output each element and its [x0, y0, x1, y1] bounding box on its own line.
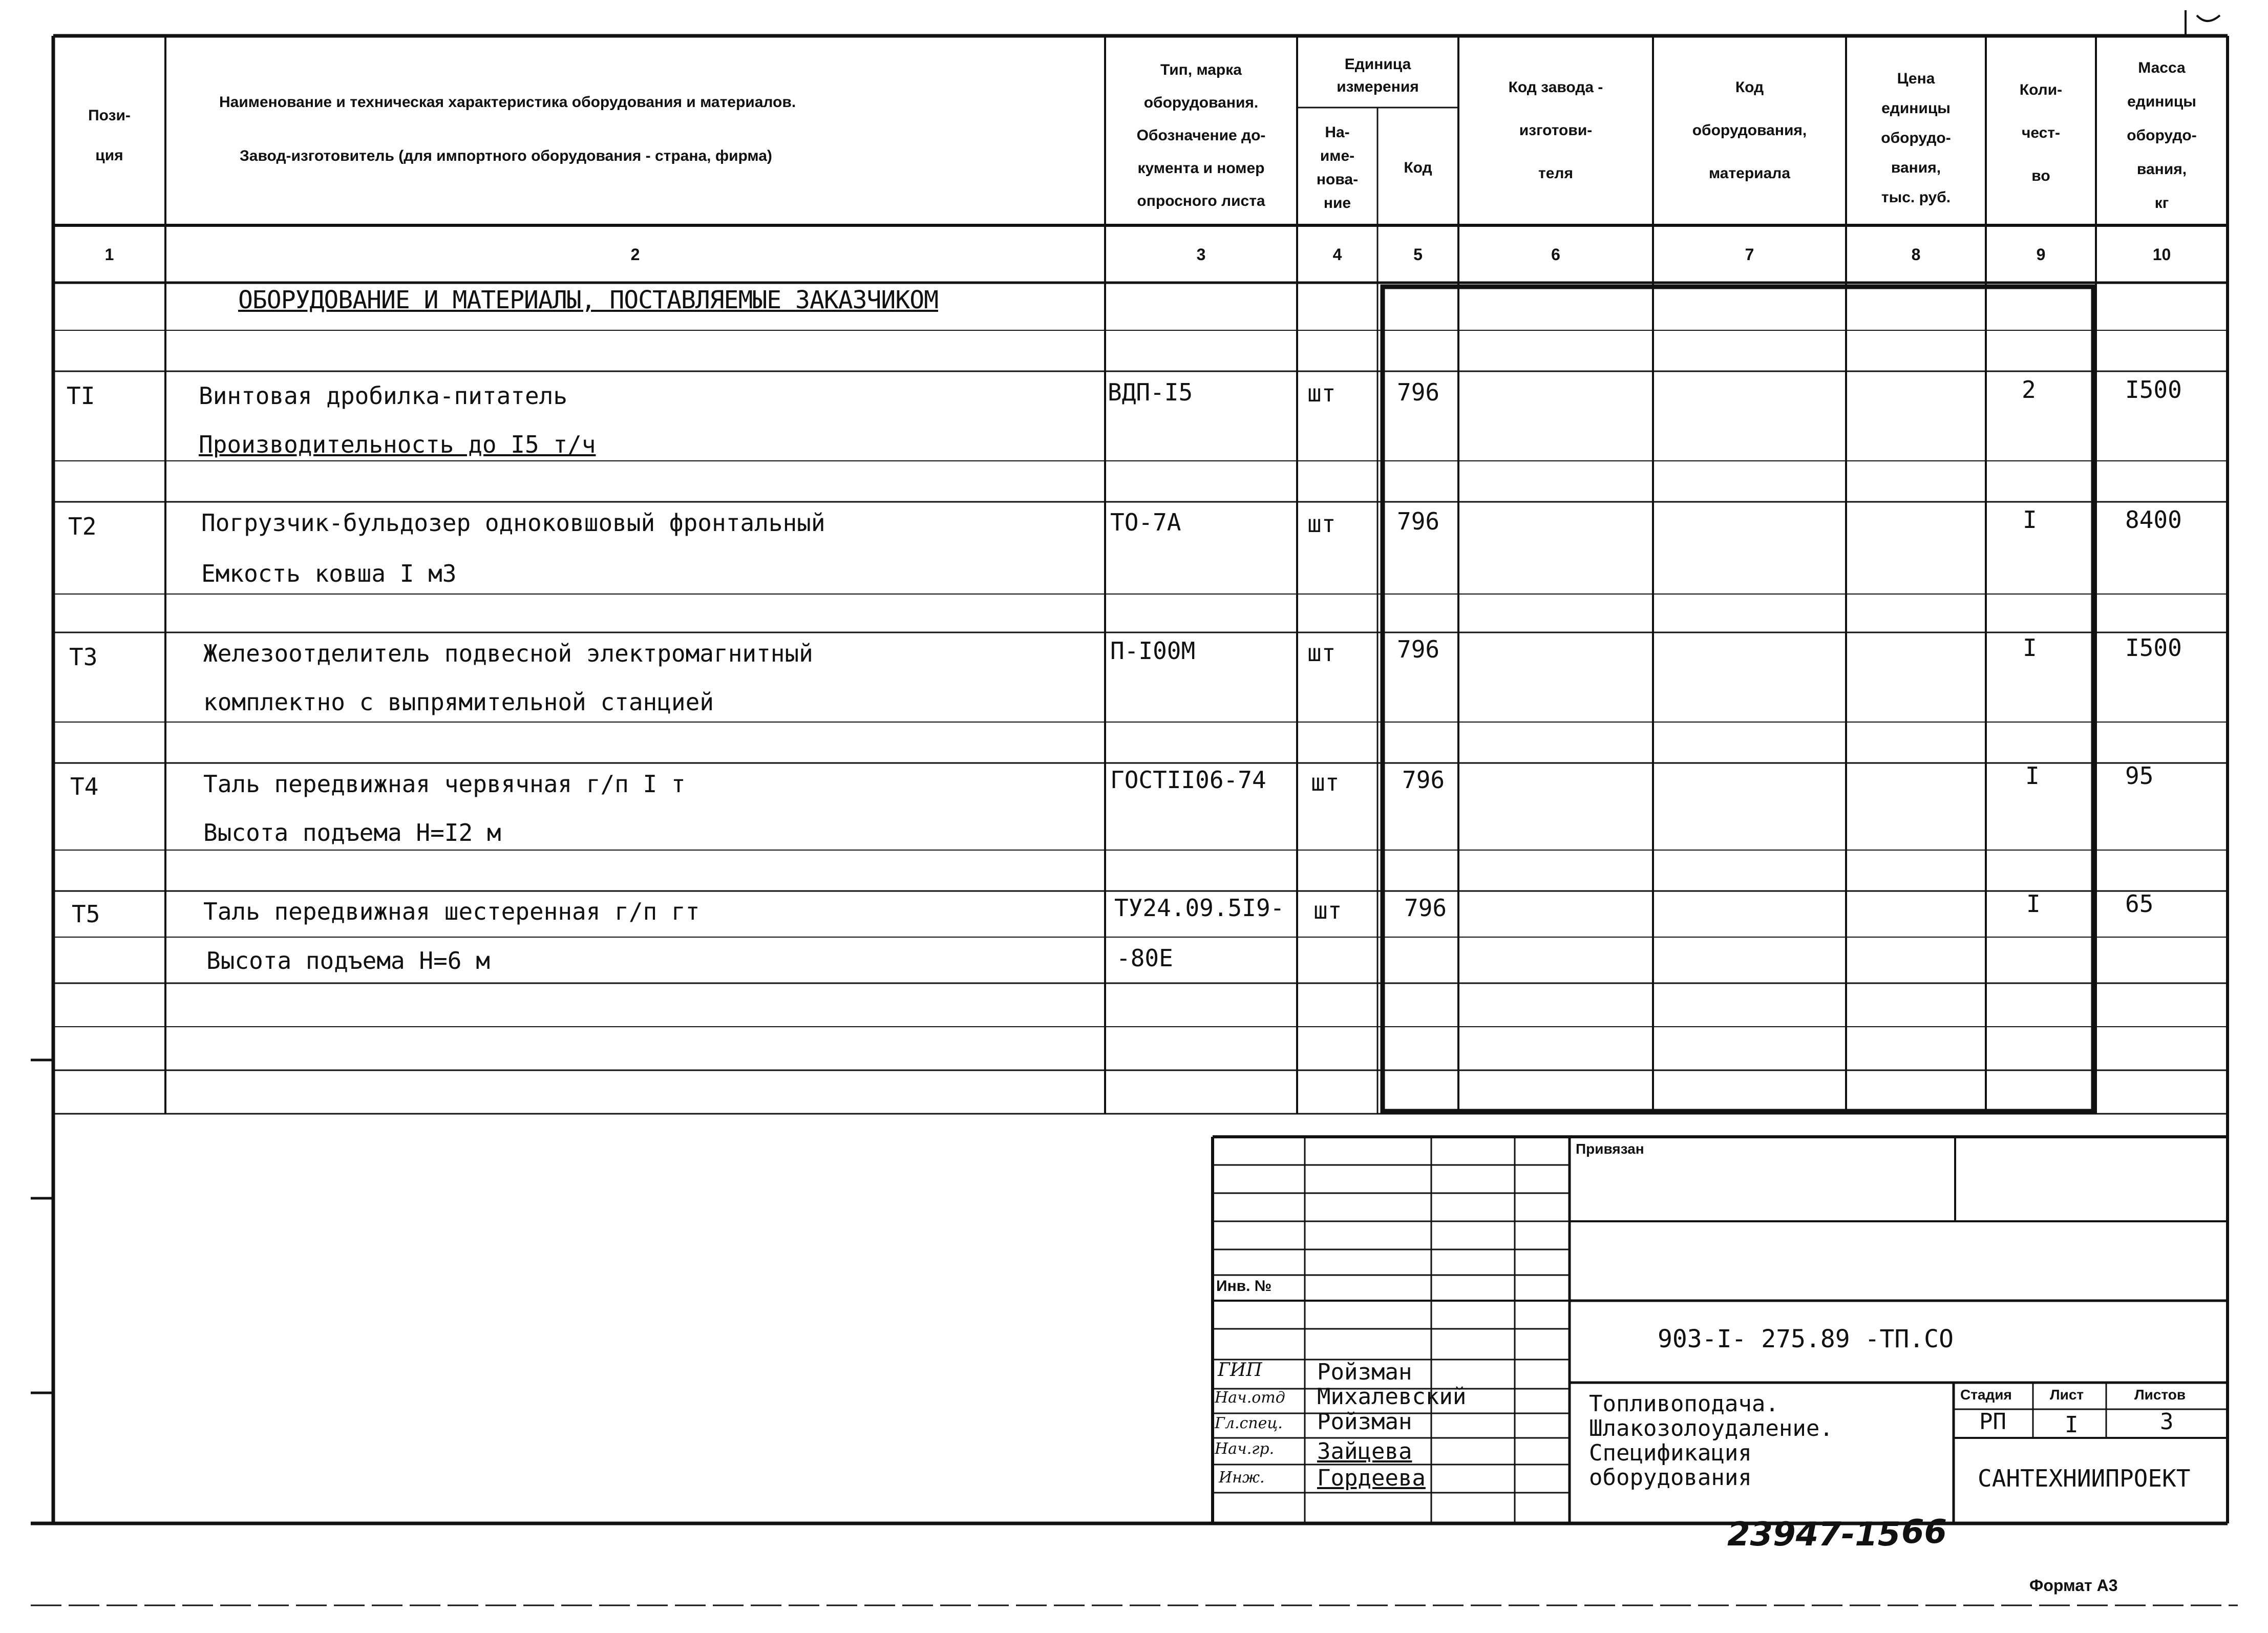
format-label: Формат А3: [2029, 1576, 2118, 1595]
row-position: T2: [68, 513, 97, 540]
row-position: T4: [70, 773, 99, 800]
signer-name: Гордеева: [1317, 1465, 1426, 1491]
row-name: Железоотделитель подвесной электромагнитный: [203, 640, 813, 667]
row-name: Высота подъема Н=I2 м: [203, 819, 501, 846]
col-number-6: 6: [1551, 245, 1560, 264]
col-number-5: 5: [1413, 245, 1423, 264]
sheets-value: 3: [2160, 1409, 2174, 1435]
signer-role: Инж.: [1219, 1469, 1265, 1487]
document-title-line: Спецификация: [1589, 1440, 1752, 1466]
row-code: 796: [1402, 766, 1445, 794]
row-type: ВДП-I5: [1108, 378, 1193, 406]
header-unit-name: На- име- нова- ние: [1316, 123, 1359, 211]
signer-name: Ройзман: [1317, 1409, 1412, 1435]
row-code: 796: [1397, 507, 1440, 535]
header-unit-group: Единица измерения: [1337, 55, 1419, 95]
header-name-line2: Завод-изготовитель (для импортного оборудования - страна, фирма): [240, 147, 772, 164]
signer-name: Зайцева: [1317, 1438, 1412, 1465]
row-name: Погрузчик-бульдозер одноковшовый фронтальный: [201, 509, 825, 537]
row-name: Таль передвижная червячная г/п I т: [203, 770, 686, 798]
row-mass: I500: [2125, 634, 2182, 662]
row-quantity: I: [2023, 506, 2037, 534]
header-price: Цена единицы оборудо- вания, тыс. руб.: [1881, 70, 1951, 206]
header-equipment-code: Код оборудования, материала: [1692, 79, 1807, 182]
row-position: T3: [69, 643, 98, 671]
signer-role: Гл.спец.: [1215, 1414, 1283, 1432]
row-type: ТУ24.09.5I9-: [1114, 894, 1285, 922]
col-number-1: 1: [104, 245, 114, 264]
signer-role: ГИП: [1218, 1360, 1262, 1381]
signer-role: Нач.отд: [1215, 1389, 1285, 1407]
row-unit: шт: [1307, 379, 1336, 407]
row-name: комплектно с выпрямительной станцией: [203, 688, 714, 716]
row-code: 796: [1397, 378, 1440, 406]
handwritten-number: 23947-15: [1727, 1516, 1901, 1554]
col-number-4: 4: [1332, 245, 1342, 264]
row-name: Высота подъема Н=6 м: [206, 947, 490, 974]
row-position: TI: [67, 382, 95, 410]
row-quantity: I: [2025, 762, 2040, 790]
row-mass: 65: [2125, 890, 2154, 918]
row-code: 796: [1397, 635, 1440, 663]
header-type: Тип, марка оборудования. Обозначение до- кумента и номер опросного листа: [1136, 61, 1266, 209]
row-mass: I500: [2125, 376, 2182, 404]
header-mass: Масса единицы оборудо- вания, кг: [2127, 59, 2197, 211]
row-unit: шт: [1307, 639, 1336, 667]
row-code: 796: [1404, 894, 1447, 922]
document-title-line: оборудования: [1589, 1465, 1752, 1491]
row-name: Винтовая дробилка-питатель: [199, 382, 568, 410]
row-quantity: 2: [2022, 376, 2036, 404]
row-name: Таль передвижная шестеренная г/п гт: [203, 898, 700, 925]
section-title: ОБОРУДОВАНИЕ И МАТЕРИАЛЫ, ПОСТАВЛЯЕМЫЕ ЗАКАЗЧИКОМ: [238, 286, 939, 314]
document-title-line: Шлакозолоудаление.: [1589, 1415, 1833, 1441]
document-code: 903-I- 275.89 -ТП.СО: [1658, 1325, 1954, 1353]
signer-name: Михалевский: [1317, 1384, 1467, 1410]
header-name-line1: Наименование и техническая характеристика оборудования и материалов.: [219, 94, 796, 111]
header-plant-code: Код завода - изготови- теля: [1508, 79, 1603, 182]
row-type: ГОСТII06-74: [1110, 766, 1266, 794]
row-position: T5: [72, 900, 100, 928]
stage-value: РП: [1979, 1409, 2006, 1435]
header-position: Пози- ция: [88, 107, 131, 164]
row-name: Производительность до I5 т/ч: [199, 431, 596, 458]
sheet-value: I: [2065, 1412, 2079, 1438]
row-type: ТО-7А: [1110, 508, 1181, 536]
inventory-number-label: Инв. №: [1216, 1278, 1272, 1295]
sheets-label: Листов: [2134, 1387, 2186, 1403]
row-mass: 95: [2125, 762, 2154, 790]
row-type: П-I00М: [1110, 637, 1196, 665]
organization-name: САНТЕХНИИПРОЕКТ: [1978, 1465, 2191, 1492]
row-unit: шт: [1313, 897, 1342, 924]
col-number-7: 7: [1745, 245, 1754, 264]
row-type: -80Е: [1116, 944, 1173, 972]
document-title-line: Топливоподача.: [1589, 1391, 1779, 1417]
header-quantity: Коли- чест- во: [2019, 81, 2063, 184]
privyazan-label: Привязан: [1576, 1141, 1644, 1157]
header-unit-code: Код: [1404, 159, 1432, 176]
row-unit: шт: [1307, 510, 1336, 538]
col-number-2: 2: [630, 245, 640, 264]
signer-role: Нач.гр.: [1215, 1440, 1275, 1458]
row-mass: 8400: [2125, 506, 2182, 534]
row-quantity: I: [2023, 634, 2037, 662]
stage-label: Стадия: [1960, 1387, 2012, 1403]
col-number-9: 9: [2036, 245, 2046, 264]
signer-name: Ройзман: [1317, 1359, 1412, 1385]
row-unit: шт: [1311, 769, 1340, 796]
col-number-3: 3: [1196, 245, 1206, 264]
handwritten-page: 66: [1901, 1513, 1947, 1551]
col-number-8: 8: [1911, 245, 1921, 264]
row-quantity: I: [2026, 890, 2041, 918]
sheet-label: Лист: [2050, 1387, 2084, 1403]
row-name: Емкость ковша I м3: [201, 560, 457, 587]
col-number-10: 10: [2152, 245, 2171, 264]
